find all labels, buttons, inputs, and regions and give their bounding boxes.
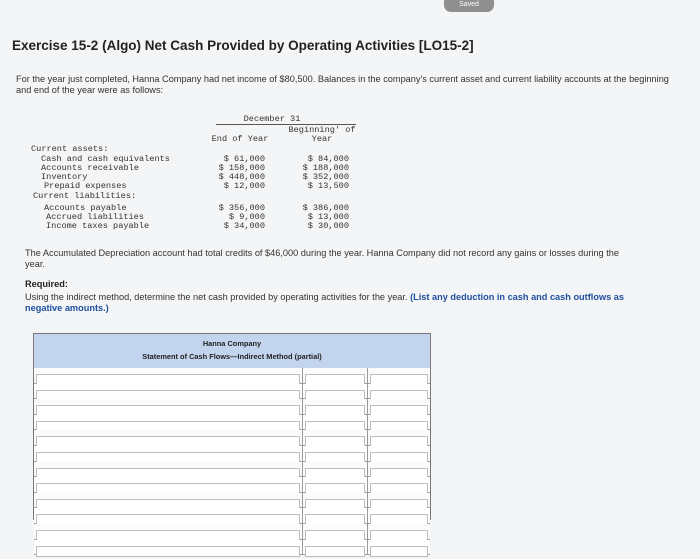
worksheet-row	[34, 368, 430, 384]
header-beginning-line1: Beginning' of	[288, 125, 356, 135]
worksheet-cell-right	[368, 477, 430, 492]
row-begin-value: $ 188,000	[302, 163, 349, 173]
worksheet-cell-mid	[303, 384, 368, 399]
worksheet-cell-right	[368, 399, 430, 414]
row-label: Prepaid expenses	[44, 181, 127, 191]
row-label: Accounts receivable	[41, 163, 139, 173]
worksheet-cell-mid	[303, 508, 368, 523]
worksheet-row	[34, 399, 430, 415]
row-end-value: $ 448,000	[218, 172, 265, 182]
worksheet-cell-right	[368, 508, 430, 523]
worksheet-row	[34, 493, 430, 509]
row-label: Accrued liabilities	[46, 212, 144, 222]
worksheet-row	[34, 384, 430, 400]
section-current-liabilities: Current liabilities:	[33, 191, 137, 201]
worksheet-cell-mid	[303, 493, 368, 508]
worksheet-cell-label	[34, 462, 303, 477]
worksheet-row	[34, 540, 430, 556]
worksheet-row	[34, 446, 430, 462]
worksheet-cell-right	[368, 462, 430, 477]
worksheet-cell-label	[34, 384, 303, 399]
worksheet-cell-mid	[303, 462, 368, 477]
row-end-value: $ 34,000	[223, 221, 265, 231]
required-heading: Required:	[25, 279, 68, 289]
row-begin-value: $ 386,000	[302, 203, 349, 213]
worksheet-cell-mid	[303, 477, 368, 492]
row-end-value: $ 356,000	[218, 203, 265, 213]
worksheet-cell-mid	[303, 415, 368, 430]
cash-flow-worksheet	[33, 333, 431, 520]
row-begin-value: $ 84,000	[307, 154, 349, 164]
worksheet-row	[34, 430, 430, 446]
row-end-value: $ 12,000	[223, 181, 265, 191]
worksheet-row	[34, 524, 430, 540]
worksheet-statement-title: Statement of Cash Flows—Indirect Method (partial)	[142, 352, 322, 361]
required-text	[25, 292, 625, 314]
row-label: Accounts payable	[44, 203, 127, 213]
worksheet-cell-right	[368, 430, 430, 445]
row-begin-value: $ 352,000	[302, 172, 349, 182]
worksheet-cell-mid	[303, 540, 368, 555]
worksheet-cell-right	[368, 524, 430, 539]
row-label: Income taxes payable	[46, 221, 150, 231]
row-end-value: $ 158,000	[218, 163, 265, 173]
row-begin-value: $ 13,500	[307, 181, 349, 191]
worksheet-cell-right	[368, 415, 430, 430]
worksheet-row	[34, 477, 430, 493]
row-end-value: $ 61,000	[223, 154, 265, 164]
worksheet-cell-label	[34, 508, 303, 523]
worksheet-row	[34, 462, 430, 478]
row-label: Cash and cash equivalents	[41, 154, 170, 164]
worksheet-cell-label	[34, 524, 303, 539]
worksheet-cell-right	[368, 540, 430, 555]
worksheet-cell-label	[34, 446, 303, 461]
worksheet-cell-mid	[303, 399, 368, 414]
exercise-intro: For the year just completed, Hanna Company had net income of $80,500. Balances in the company's current asset and current liability accounts at the beginning and end of the year were as follows:	[16, 74, 669, 95]
section-current-assets: Current assets:	[31, 144, 109, 154]
worksheet-row	[34, 508, 430, 524]
saved-status-badge: Saved	[444, 0, 494, 12]
row-begin-value: $ 13,000	[307, 212, 349, 222]
required-instruction: (List any deduction in cash and cash outflows as negative amounts.)	[25, 292, 624, 313]
worksheet-cell-label	[34, 493, 303, 508]
worksheet-cell-right	[368, 493, 430, 508]
worksheet-cell-label	[34, 477, 303, 492]
header-beginning-line2: Year	[311, 134, 333, 144]
worksheet-row	[34, 415, 430, 431]
worksheet-header	[34, 334, 430, 369]
worksheet-cell-label	[34, 368, 303, 383]
header-end-of-year: End of Year	[211, 134, 269, 144]
row-begin-value: $ 30,000	[307, 221, 349, 231]
worksheet-cell-label	[34, 415, 303, 430]
row-label: Inventory	[41, 172, 88, 182]
worksheet-cell-label	[34, 540, 303, 555]
worksheet-cell-mid	[303, 524, 368, 539]
line-item-input[interactable]	[36, 546, 300, 557]
row-end-value: $ 9,000	[228, 212, 265, 222]
worksheet-cell-right	[368, 446, 430, 461]
worksheet-cell-label	[34, 399, 303, 414]
worksheet-cell-right	[368, 368, 430, 383]
total-input[interactable]	[370, 546, 428, 557]
worksheet-company-name: Hanna Company	[202, 339, 262, 348]
exercise-title: Exercise 15-2 (Algo) Net Cash Provided by Operating Activities [LO15-2]	[12, 38, 474, 53]
header-december-31: December 31	[243, 114, 301, 124]
amount-input[interactable]	[305, 546, 365, 557]
worksheet-cell-mid	[303, 430, 368, 445]
worksheet-cell-label	[34, 430, 303, 445]
worksheet-cell-mid	[303, 446, 368, 461]
required-text-main: Using the indirect method, determine the net cash provided by operating activities for the year.	[25, 292, 408, 302]
worksheet-cell-right	[368, 384, 430, 399]
depreciation-note: The Accumulated Depreciation account had total credits of $46,000 during the year. Hanna Company did not record any gains or losses during the year.	[25, 248, 619, 269]
worksheet-rows	[34, 368, 430, 555]
worksheet-cell-mid	[303, 368, 368, 383]
